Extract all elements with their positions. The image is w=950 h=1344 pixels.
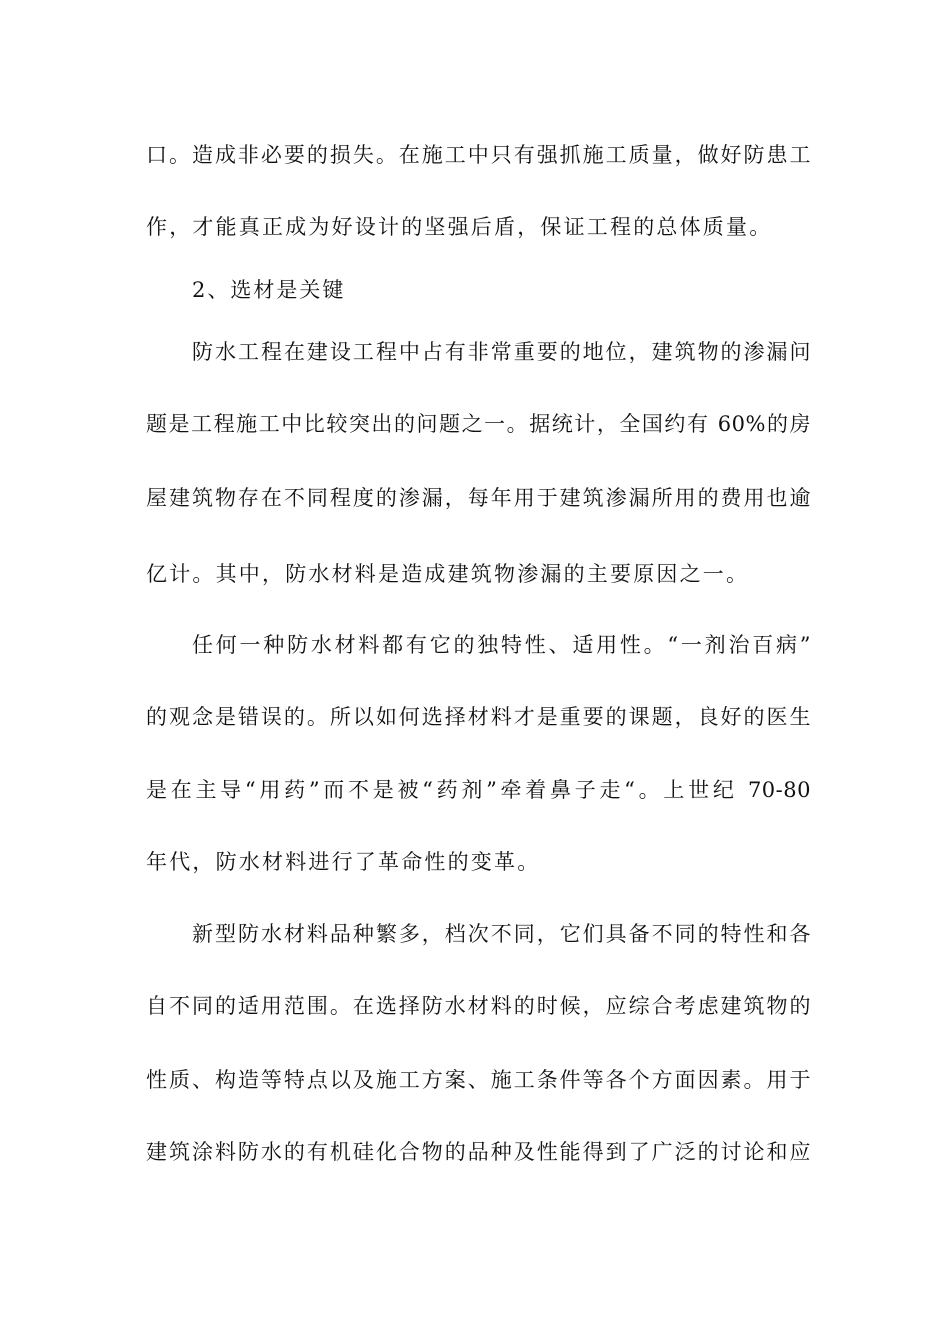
body-text-line: 任何一种防水材料都有它的独特性、适用性。“一剂治百病” <box>192 633 811 657</box>
body-text-line: 年代，防水材料进行了革命性的变革。 <box>146 850 541 874</box>
body-text-line: 作，才能真正成为好设计的坚强后盾，保证工程的总体质量。 <box>146 215 773 239</box>
body-text-line: 是在主导“用药”而不是被“药剂”牵着鼻子走“。上世纪 70-80 <box>146 778 811 802</box>
body-text-line: 的观念是错误的。所以如何选择材料才是重要的课题，良好的医生 <box>146 705 811 729</box>
body-text-line: 性质、构造等特点以及施工方案、施工条件等各个方面因素。用于 <box>146 1068 811 1092</box>
body-text-line: 防水工程在建设工程中占有非常重要的地位，建筑物的渗漏问 <box>192 340 811 364</box>
section-heading: 2、选材是关键 <box>192 278 346 302</box>
body-text-line: 题是工程施工中比较突出的问题之一。据统计，全国约有 60%的房 <box>146 412 811 436</box>
body-text-line: 亿计。其中，防水材料是造成建筑物渗漏的主要原因之一。 <box>146 562 750 586</box>
body-text-line: 屋建筑物存在不同程度的渗漏，每年用于建筑渗漏所用的费用也逾 <box>146 486 811 510</box>
body-text-line: 自不同的适用范围。在选择防水材料的时候，应综合考虑建筑物的 <box>146 994 811 1018</box>
body-text-line: 新型防水材料品种繁多，档次不同，它们具备不同的特性和各 <box>192 922 811 946</box>
body-text-line: 建筑涂料防水的有机硅化合物的品种及性能得到了广泛的讨论和应 <box>146 1140 811 1164</box>
body-text-line: 口。造成非必要的损失。在施工中只有强抓施工质量，做好防患工 <box>146 143 811 167</box>
